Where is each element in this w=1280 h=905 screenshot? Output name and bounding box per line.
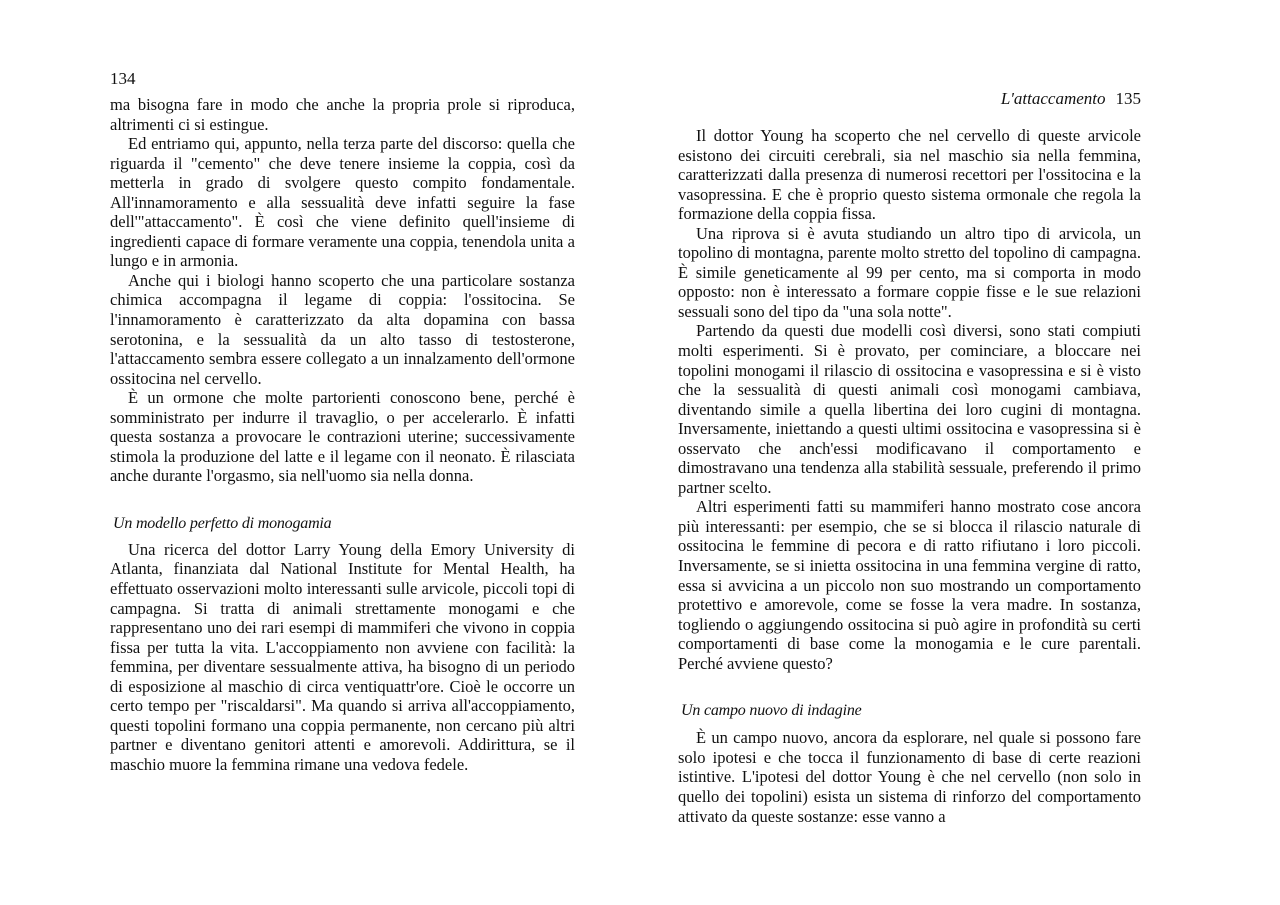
paragraph: Una riprova si è avuta studiando un altro tipo di arvicola, un topolino di montagna, parente molto stretto del topolino di campagna. È simile geneticamente al 99 per cento, ma si comporta in modo opposto: non è interessato a formare coppie fisse e le sue relazioni sessuali sono del tipo da "una sola notte".: [678, 223, 1141, 321]
right-page: [678, 88, 1141, 826]
right-section-text: [678, 728, 1141, 826]
running-head-title: L'attaccamento: [1000, 89, 1106, 108]
right-body-text: [678, 126, 1141, 673]
left-section-text: [110, 540, 575, 775]
section-heading-indagine: Un campo nuovo di indagine: [681, 702, 862, 720]
paragraph: Ed entriamo qui, appunto, nella terza parte del discorso: quella che riguarda il "cemento" che deve tenere insieme la coppia, così da metterla in grado di svolgere questo compito fondamentale. All'innamoramento e alla sessualità deve infatti seguire la fase dell'"attaccamento". È così che viene definito quell'insieme di ingredienti capace di formare veramente una coppia, tenendola unita a lungo e in armonia.: [110, 134, 575, 271]
page-number-left: 134: [110, 69, 136, 88]
paragraph: È un campo nuovo, ancora da esplorare, nel quale si possono fare solo ipotesi e che tocca il funzionamento di base di certe reazioni istintive. L'ipotesi del dottor Young è che nel cervello (non solo in quello dei topolini) esista un sistema di rinforzo del comportamento attivato da queste sostanze: esse vanno a: [678, 728, 1141, 826]
paragraph: ma bisogna fare in modo che anche la propria prole si riproduca, altrimenti ci si estingue.: [110, 95, 575, 134]
paragraph: Partendo da questi due modelli così diversi, sono stati compiuti molti esperimenti. Si è provato, per cominciare, a bloccare nei topolini monogami il rilascio di ossitocina e vasopressina e si è visto che la sessualità di questi animali così monogami cambiava, diventando simile a quella libertina dei loro cugini di montagna. Inversamente, iniettando a questi ultimi ossitocina e vasopressina si è osservato che anch'essi modificavano il comportamento e dimostravano una tendenza alla stabilità sessuale, preferendo il primo partner scelto.: [678, 321, 1141, 497]
section-heading-monogamia: Un modello perfetto di monogamia: [113, 514, 332, 532]
page-number-right: 135: [1115, 89, 1141, 108]
paragraph: Altri esperimenti fatti su mammiferi hanno mostrato cose ancora più interessanti: per esempio, che se si blocca il rilascio naturale di ossitocina le femmine di pecora e di ratto rifiutano i loro piccoli. Inversamente, se si inietta ossitocina in una femmina vergine di ratto, essa si avvicina a un piccolo non suo mostrando un comportamento protettivo e amorevole, come se fosse la vera madre. In sostanza, togliendo o aggiungendo ossitocina si può agire in profondità su certi comportamenti di base come la monogamia e le cure parentali. Perché avviene questo?: [678, 497, 1141, 673]
left-body-text: [110, 95, 575, 486]
paragraph: Una ricerca del dottor Larry Young della Emory University di Atlanta, finanziata dal National Institute for Mental Health, ha effettuato osservazioni molto interessanti sulle arvicole, piccoli topi di campagna. Si tratta di animali strettamente monogami e che rappresentano uno dei rari esempi di mammiferi che vivono in coppia fissa per tutta la vita. L'accoppiamento non avviene con facilità: la femmina, per diventare sessualmente attiva, ha bisogno di un periodo di esposizione al maschio di circa ventiquattr'ore. Cioè le occorre un certo tempo per "riscaldarsi". Ma quando si arriva all'accoppiamento, questi topolini formano una coppia permanente, non cercano più altri partner e diventano genitori attenti e amorevoli. Addirittura, se il maschio muore la femmina rimane una vedova fedele.: [110, 539, 575, 774]
paragraph: Il dottor Young ha scoperto che nel cervello di queste arvicole esistono dei circuiti cerebrali, sia nel maschio sia nella femmina, caratterizzati dalla presenza di numerosi recettori per l'ossitocina e la vasopressina. E che è proprio questo sistema ormonale che regola la formazione della coppia fissa.: [678, 126, 1141, 224]
paragraph: È un ormone che molte partorienti conoscono bene, perché è somministrato per indurre il travaglio, o per accelerarlo. È infatti questa sostanza a provocare le contrazioni uterine; successivamente stimola la produzione del latte e il legame con il neonato. È rilasciata anche durante l'orgasmo, sia nell'uomo sia nella donna.: [110, 388, 575, 486]
left-page: [110, 68, 575, 775]
paragraph: Anche qui i biologi hanno scoperto che una particolare sostanza chimica accompagna il legame di coppia: l'ossitocina. Se l'innamoramento è caratterizzato da alta dopamina con bassa serotonina, e la sessualità da un alto tasso di testosterone, l'attaccamento sembra essere collegato a un innalzamento dell'ormone ossitocina nel cervello.: [110, 270, 575, 388]
running-head: [678, 88, 1141, 114]
